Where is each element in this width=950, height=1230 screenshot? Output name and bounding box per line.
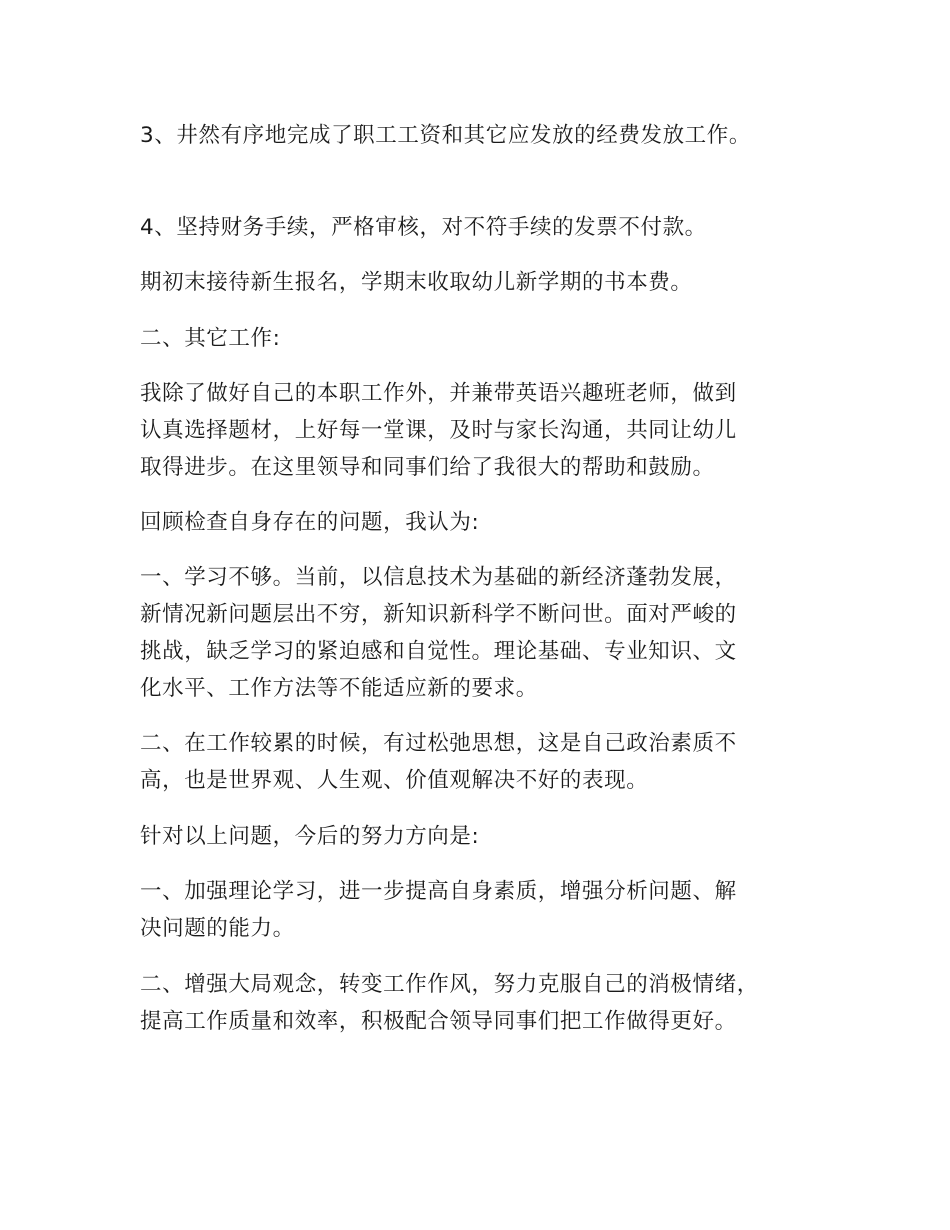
text-line: 针对以上问题，今后的努力方向是: xyxy=(140,824,480,849)
text-line: 期初末接待新生报名，学期末收取幼儿新学期的书本费。 xyxy=(140,270,693,295)
paragraph-problem-learning xyxy=(140,559,820,707)
paragraph-improvement-study xyxy=(140,873,820,947)
text-line: 一、学习不够。当前，以信息技术为基础的新经济蓬勃发展， xyxy=(140,565,737,590)
paragraph-improvement-attitude xyxy=(140,966,820,1040)
text-line: 二、其它工作: xyxy=(140,326,281,351)
text-line: 挑战，缺乏学习的紧迫感和自觉性。理论基础、专业知识、文 xyxy=(140,639,737,664)
paragraph-problem-attitude xyxy=(140,725,820,799)
text-line: 4、坚持财务手续，严格审核，对不符手续的发票不付款。 xyxy=(140,215,707,240)
text-line: 3、井然有序地完成了职工工资和其它应发放的经费发放工作。 xyxy=(140,123,751,148)
text-line: 二、增强大局观念，转变工作作风，努力克服自己的消极情绪， xyxy=(140,972,759,997)
text-line: 化水平、工作方法等不能适应新的要求。 xyxy=(140,676,538,701)
paragraph-salary-payment xyxy=(140,117,820,154)
paragraph-enrollment-fees xyxy=(140,264,820,301)
paragraph-self-review-intro xyxy=(140,504,820,541)
section-heading-other-work xyxy=(140,320,820,357)
text-line: 二、在工作较累的时候，有过松弛思想，这是自己政治素质不 xyxy=(140,731,737,756)
paragraph-english-class xyxy=(140,375,820,486)
paragraph-improvement-intro xyxy=(140,818,820,855)
text-line: 提高工作质量和效率，积极配合领导同事们把工作做得更好。 xyxy=(140,1009,737,1034)
paragraph-financial-procedures xyxy=(140,209,820,246)
text-line: 我除了做好自己的本职工作外，并兼带英语兴趣班老师，做到 xyxy=(140,381,737,406)
text-line: 取得进步。在这里领导和同事们给了我很大的帮助和鼓励。 xyxy=(140,455,715,480)
text-line: 决问题的能力。 xyxy=(140,916,295,941)
text-line: 回顾检查自身存在的问题，我认为: xyxy=(140,510,480,535)
text-line: 新情况新问题层出不穷，新知识新科学不断问世。面对严峻的 xyxy=(140,602,737,627)
text-line: 一、加强理论学习，进一步提高自身素质，增强分析问题、解 xyxy=(140,879,737,904)
text-line: 认真选择题材，上好每一堂课，及时与家长沟通，共同让幼儿 xyxy=(140,418,737,443)
text-line: 高，也是世界观、人生观、价值观解决不好的表现。 xyxy=(140,768,649,793)
